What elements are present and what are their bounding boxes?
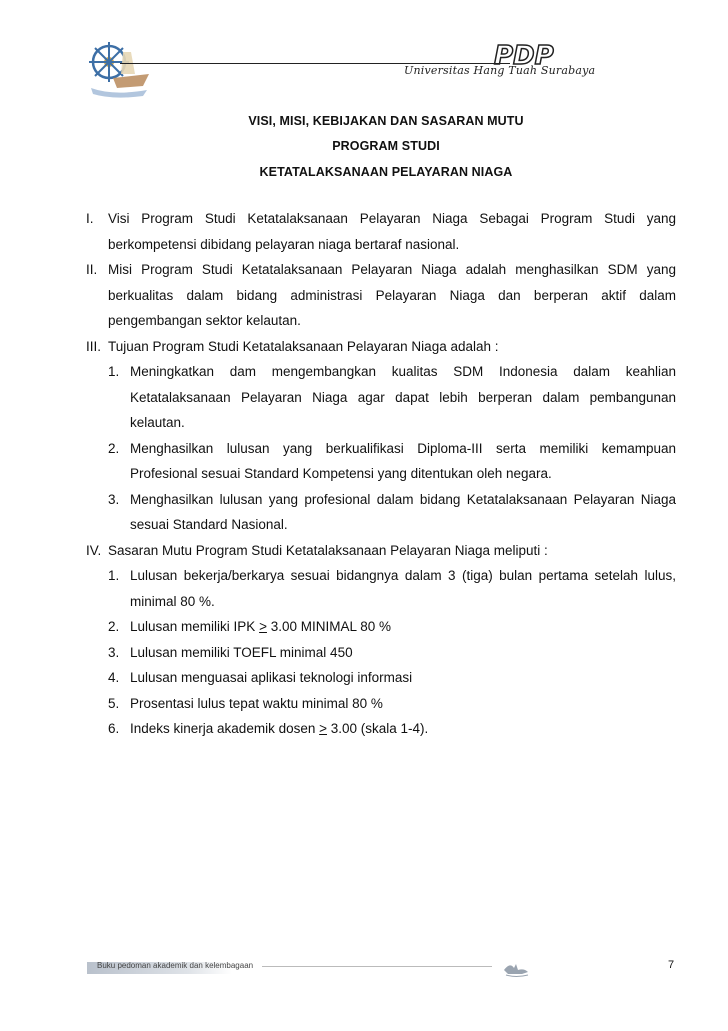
item-text	[130, 716, 676, 742]
footer-rule	[262, 966, 492, 967]
list-item	[86, 436, 676, 487]
item-number: 3.	[108, 491, 120, 507]
section-misi	[86, 257, 676, 334]
section-text: Sasaran Mutu Program Studi Ketatalaksanaan Pelayaran Niaga meliputi :	[108, 542, 548, 558]
item-text-post: 3.00 (skala 1-4).	[327, 721, 429, 736]
item-number: 1.	[108, 364, 120, 379]
section-text: Tujuan Program Studi Ketatalaksanaan Pelayaran Niaga adalah :	[108, 338, 499, 354]
item-text: Menghasilkan lulusan yang berkualifikasi Diploma-III serta memiliki kemampuan Profesional sesuai Standard Kompetensi yang ditentukan oleh negara.	[130, 440, 676, 481]
page-title: VISI, MISI, KEBIJAKAN DAN SASARAN MUTU	[248, 114, 524, 128]
section-tujuan	[86, 334, 676, 360]
item-number: 2.	[108, 619, 120, 634]
item-number: 3.	[108, 644, 120, 660]
item-number: 4.	[108, 670, 120, 685]
item-text-post: 3.00 MINIMAL 80 %	[266, 619, 392, 634]
item-number: 1.	[108, 568, 120, 583]
section-sasaran-mutu	[86, 538, 676, 564]
item-text: Lulusan menguasai aplikasi teknologi informasi	[130, 670, 413, 685]
item-number: 5.	[108, 695, 120, 711]
section-number: IV.	[86, 542, 102, 558]
svg-text:PDP: PDP	[494, 41, 554, 70]
list-item	[86, 691, 676, 717]
section-visi	[86, 206, 676, 257]
list-item	[86, 614, 676, 640]
greater-equal-symbol: >	[259, 619, 267, 634]
item-number: 6.	[108, 721, 120, 736]
university-caption: Universitas Hang Tuah Surabaya	[404, 64, 596, 77]
item-number: 2.	[108, 440, 120, 456]
page-number: 7	[668, 959, 675, 971]
ship-silhouette-icon	[500, 958, 532, 978]
section-number: III.	[86, 338, 102, 354]
footer-book-label: Buku pedoman akademik dan kelembagaan	[97, 961, 254, 970]
greater-equal-symbol: >	[319, 721, 327, 736]
list-item	[86, 487, 676, 538]
section-number: II.	[86, 262, 98, 277]
item-text-pre: Indeks kinerja akademik dosen	[130, 721, 320, 736]
item-text: Lulusan memiliki TOEFL minimal 450	[130, 644, 353, 660]
item-text: Meningkatkan dam mengembangkan kualitas SDM Indonesia dalam keahlian Ketatalaksanaan Pelayaran Niaga agar dapat lebih berperan dalam pembangunan kelautan.	[130, 364, 676, 430]
item-text: Menghasilkan lulusan yang profesional dalam bidang Ketatalaksanaan Pelayaran Niaga sesuai Standard Nasional.	[130, 491, 676, 532]
item-text	[130, 614, 676, 640]
item-text-pre: Lulusan memiliki IPK	[130, 619, 260, 634]
document-body	[86, 206, 676, 742]
list-item	[86, 665, 676, 691]
page-subtitle: PROGRAM STUDI	[332, 139, 440, 153]
list-item	[86, 640, 676, 666]
list-item	[86, 563, 676, 614]
section-text: Misi Program Studi Ketatalaksanaan Pelayaran Niaga adalah menghasilkan SDM yang berkualitas dalam bidang administrasi Pelayaran Niaga dan berperan aktif dalam pengembangan sektor kelautan.	[108, 262, 676, 328]
page-subtitle-program: KETATALAKSANAAN PELAYARAN NIAGA	[259, 165, 513, 179]
list-item	[86, 359, 676, 436]
item-text: Lulusan bekerja/berkarya sesuai bidangnya dalam 3 (tiga) bulan pertama setelah lulus, minimal 80 %.	[130, 568, 676, 609]
list-item	[86, 716, 676, 742]
ship-wheel-emblem-icon	[83, 38, 155, 100]
section-text: Visi Program Studi Ketatalaksanaan Pelayaran Niaga Sebagai Program Studi yang berkompetensi dibidang pelayaran niaga bertaraf nasional.	[108, 211, 676, 252]
item-text: Prosentasi lulus tepat waktu minimal 80 %	[130, 695, 383, 711]
section-number: I.	[86, 211, 94, 226]
